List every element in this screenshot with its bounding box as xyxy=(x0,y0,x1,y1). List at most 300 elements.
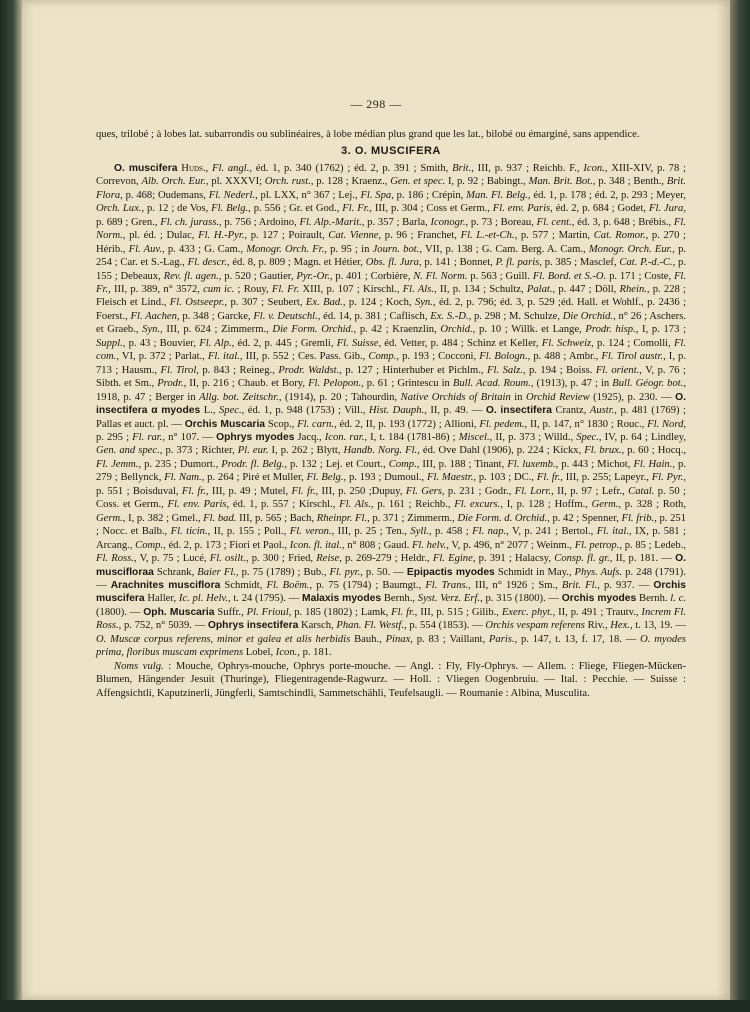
text-run: , p. 193 ; Cocconi, xyxy=(396,351,480,363)
text-run: , V, p. 241 ; Bertol., xyxy=(506,526,597,538)
text-run: , p. 269-279 ; Heldr., xyxy=(339,553,433,565)
text-run: , éd. Ove Dahl (1906), p. 224 ; Kickx, xyxy=(417,445,585,457)
italic-reference: Prodr. hisp. xyxy=(585,324,636,336)
text-run: , p. 10 ; Willk. et Lange, xyxy=(472,324,586,336)
text-run: , éd. Vetter, p. 484 ; Schinz et Keller, xyxy=(378,337,542,349)
italic-reference: Phys. Aufs. xyxy=(574,566,623,578)
italic-reference: cum ic. xyxy=(203,283,235,295)
text-run: , p. 385 ; Masclef, xyxy=(539,257,620,269)
text-run: , III, p. 250 ;Dupuy, xyxy=(315,485,406,497)
text-run: , II, p. 134 ; Schultz, xyxy=(433,283,527,295)
italic-reference: Hist. Dauph. xyxy=(368,405,425,417)
text-run: ; Rouy, xyxy=(234,283,272,295)
italic-reference: Rhein. xyxy=(619,283,647,295)
text-run: , éd. 1, p. 178 ; éd. 2, p. 293 ; Meyer, xyxy=(527,189,686,201)
synonymy-paragraph xyxy=(96,162,686,660)
text-run: , (1913), p. 47 ; in xyxy=(530,378,613,390)
italic-reference: Syst. Verz. Erf. xyxy=(417,593,481,605)
italic-reference: Fl. petrop. xyxy=(574,539,620,551)
italic-reference: Fl. rar. xyxy=(132,431,163,443)
text-run: , éd. 14, p. 381 ; Caflisch, xyxy=(317,310,431,322)
text-run: , p. 307 ; Seubert, xyxy=(224,297,306,309)
text-run: Haller, xyxy=(144,593,179,605)
italic-reference: Fl. Norm. xyxy=(96,216,686,242)
italic-reference: Syn. xyxy=(142,324,161,336)
italic-reference: Fl. descr. xyxy=(187,257,227,269)
text-run: , I, t. 184 (1781-86) ; xyxy=(364,431,459,443)
text-run: Schmidt, xyxy=(220,579,267,591)
italic-reference: Fl. L.-et-Ch. xyxy=(460,230,515,242)
taxon-name: O. insectifera α myodes xyxy=(96,391,686,417)
text-run: , éd. 2, p. 445 ; Gremli, xyxy=(231,337,337,349)
italic-reference: Fl. Nord xyxy=(647,418,684,430)
text-run: : Mouche, Ophrys-mouche, Ophrys porte-mouche. — Angl. : Fly, Fly-Ophrys. — Allem. : Fliege, Fliegen-Mücken-Blumen, Hängender Jesuit (Thuringe), Fliegentragende-Ragwurz. — Holl. : Vliegen Oogenbruiu. — Ital. : Pecchie. — Suisse : Affengsichtli, Kaputzinerli, Jüngferli, Samtschindli, Sammetschähli, Teufelsaugli. — Roumanie : Albina, Musculita. xyxy=(96,660,686,699)
italic-reference: Fl. Aachen xyxy=(130,310,177,322)
text-run: , p. 443 ; Michot, xyxy=(555,458,634,470)
text-run: , p. 756 ; Ardoino, xyxy=(218,216,300,228)
text-run: , p. 391 ; Halacsy, xyxy=(472,553,555,565)
text-run: , p. 348 ; Benth., xyxy=(592,176,667,188)
italic-reference: Suppl. xyxy=(96,337,123,349)
text-run: , p. 433 ; G. Cam., xyxy=(162,243,247,255)
italic-reference: Baier Fl. xyxy=(197,566,236,578)
taxon-name: Ophrys insectifera xyxy=(207,620,299,632)
italic-reference: Ex. Bad. xyxy=(305,297,343,309)
text-run: , p. 937. — xyxy=(597,579,654,591)
text-run: p. 248 (1791). — xyxy=(96,566,686,591)
italic-reference: Fl. veron. xyxy=(289,526,332,538)
italic-reference: Man. Fl. Belg. xyxy=(466,189,528,201)
text-run: L., xyxy=(200,405,219,417)
text-run: , p. 61 ; Grintescu in xyxy=(361,378,453,390)
italic-reference: Rheinpr. Fl. xyxy=(316,512,368,524)
italic-reference: Fl. Gers xyxy=(405,485,442,497)
italic-reference: Pl. Frioul xyxy=(246,606,289,618)
italic-reference: Bull. Acad. Roum. xyxy=(452,378,531,390)
italic-reference: Fl. Belg. xyxy=(211,203,249,215)
italic-reference: Pinax xyxy=(385,633,411,645)
text-run: , V, p. 75 ; Lucé, xyxy=(133,553,210,565)
italic-reference: Fl. fr. xyxy=(291,485,316,497)
text-run: , I, p. 713 ; Hausm., xyxy=(96,351,687,376)
text-run: , p. 96 ; Franchet, xyxy=(378,230,461,242)
text-run: , p. 141 ; Bonnet, xyxy=(418,257,496,269)
italic-reference: Fl. pyr. xyxy=(329,566,361,578)
italic-reference: Prodr. xyxy=(157,378,184,390)
text-run: , éd. 2, p. 796; éd. 3, p. 529 ;éd. Hall. et Wohlf., p. 2436 ; Foerst., xyxy=(96,297,687,322)
text-run: , p. 147, t. 13, f. 17, 18. — xyxy=(514,633,641,645)
text-run: , 1918, p. 47 ; Berger in xyxy=(96,378,687,403)
italic-reference: Hex. xyxy=(610,620,630,632)
italic-reference: Comp. xyxy=(135,539,164,551)
taxon-name: O. insectifera xyxy=(485,405,552,417)
italic-reference: Fl. fr. xyxy=(391,606,415,618)
text-run: , pl. LXX, n° 367 ; Lej., xyxy=(255,189,361,201)
italic-reference: Native Orchids of Britain xyxy=(400,391,511,403)
taxon-name: Orchis Muscaria xyxy=(184,418,266,430)
text-run: , p. 401 ; Corbière, xyxy=(329,270,414,282)
text-run: , p. 279 ; Bellynck, xyxy=(96,458,686,484)
italic-reference: Fl. Tirol austr. xyxy=(601,351,664,363)
text-run: , p. 12 ; de Vos, xyxy=(141,203,212,215)
italic-reference: Monogr. Orch. Fr. xyxy=(246,243,325,255)
taxon-name: Orchis myodes xyxy=(561,593,637,605)
italic-reference: Fl. cent. xyxy=(536,216,572,228)
text-run: , II, p. 97 ; Lefr., xyxy=(551,485,629,497)
text-run: , p. 231 ; Godr., xyxy=(441,485,515,497)
text-run: , III, n° 1926 ; Sm., xyxy=(468,579,562,591)
italic-reference: Catal. xyxy=(628,485,655,497)
italic-reference: Fl. Pyr. xyxy=(651,472,684,484)
italic-reference: Icon. xyxy=(275,647,298,659)
italic-reference: Paris. xyxy=(488,633,515,645)
text-run: , pl. XXXVI; xyxy=(205,176,265,188)
italic-reference: Fl. Tirol xyxy=(160,364,197,376)
text-run: , VI, p. 372 ; Parlat., xyxy=(116,351,208,363)
italic-reference: Iconogr. xyxy=(430,216,466,228)
italic-reference: Germ. xyxy=(591,499,619,511)
italic-reference: Fl. Bord. et S.-O. xyxy=(532,270,607,282)
text-run: , p. 43 ; Bouvier, xyxy=(122,337,200,349)
text-run: , pl. éd. ; Dulac, xyxy=(122,230,199,242)
text-run: , II, p. 49. — xyxy=(424,405,486,417)
italic-reference: Icon. xyxy=(583,162,605,174)
text-run: , éd. 1, p. 557 ; Kirschl., xyxy=(226,499,340,511)
italic-reference: Fl. Als. xyxy=(339,499,371,511)
italic-reference: Exerc. phyt. xyxy=(501,606,553,618)
italic-reference: Orchid Review xyxy=(525,391,590,403)
text-run: , III, p. 25 ; Ten., xyxy=(331,526,411,538)
text-run: , p. 295 ; xyxy=(96,418,687,443)
text-run: , p. 194 ; Boiss. xyxy=(522,364,596,376)
italic-reference: P. fl. paris xyxy=(495,257,540,269)
text-run: , p. 161 ; Reichb., xyxy=(370,499,455,511)
italic-reference: Miscel. xyxy=(458,431,490,443)
text-run: , p. 124 ; Comolli, xyxy=(591,337,674,349)
text-run: , p. 75 (1789) ; Bub., xyxy=(235,566,330,578)
text-run: p. 171 ; Coste, xyxy=(606,270,674,282)
text-run: , éd. 1, p. 948 (1753) ; Vill., xyxy=(241,405,369,417)
italic-reference: Fl. Alp.-Marit. xyxy=(299,216,362,228)
italic-reference: Fl. Schweiz xyxy=(541,337,592,349)
italic-reference: Consp. fl. gr. xyxy=(554,553,610,565)
taxon-name: Orchis muscifera xyxy=(96,579,687,605)
book-bottom-edge xyxy=(0,1000,750,1012)
italic-reference: Allg. bot. Zeitschr. xyxy=(199,391,279,403)
italic-reference: Fl. Alp. xyxy=(199,337,232,349)
italic-reference: Fl. env. Paris xyxy=(492,203,551,215)
italic-reference: Prodr. fl. Belg. xyxy=(221,458,285,470)
text-run: , II, p. 155 ; Poll., xyxy=(207,526,290,538)
text-run: Bauh., xyxy=(350,633,386,645)
italic-reference: Brit. Flora xyxy=(96,176,686,201)
text-run: , p. 300 ; Fried, xyxy=(245,553,317,565)
text-run: , p. 348 ; Garcke, xyxy=(176,310,254,322)
italic-reference: Germ. xyxy=(96,512,123,524)
italic-reference: l. c. xyxy=(670,593,686,605)
italic-reference: Gen. et spec. xyxy=(390,176,446,188)
italic-reference: Fl. frib. xyxy=(621,512,655,524)
italic-reference: Fl. Nam. xyxy=(164,472,202,484)
italic-reference: Fl. Ostseepr. xyxy=(169,297,225,309)
italic-reference: Prodr. Waldst. xyxy=(278,364,340,376)
text-run: , p. 468; Oudemans, xyxy=(120,189,209,201)
italic-reference: Fl. Maestr. xyxy=(427,472,474,484)
text-run: , IX, p. 581 ; Arcang., xyxy=(96,526,686,551)
italic-reference: Fl. Spa xyxy=(360,189,392,201)
text-run: , p. 556 ; Gr. et God., xyxy=(248,203,343,215)
page-number: — 298 — xyxy=(350,97,402,111)
italic-reference: Fl. orient. xyxy=(595,364,640,376)
text-run: , p. 128 ; Kraenz., xyxy=(310,176,391,188)
book-binding-left xyxy=(0,0,22,1012)
text-run: , n° 808 ; Gaud. xyxy=(341,539,412,551)
italic-reference: Fl. Belg. xyxy=(306,472,344,484)
text-run: , I, p. 128 ; Hoffm., xyxy=(500,499,592,511)
italic-reference: Fl. luxemb. xyxy=(507,458,556,470)
vernacular-names-paragraph xyxy=(96,660,686,700)
text-run: , p. 481 (1769) ; Pallas et auct. pl. — xyxy=(96,405,686,430)
italic-reference: Spec. xyxy=(576,431,599,443)
text-run: , p. 181. xyxy=(297,647,332,659)
italic-reference: Increm Fl. Ross. xyxy=(96,606,686,632)
text-run: , p. 186 ; Crépin, xyxy=(391,189,467,201)
text-run: , p. 264 ; Piré et Muller, xyxy=(201,472,307,484)
text-run: , p. 371 ; Zimmerm., xyxy=(367,512,458,524)
italic-reference: Comp. xyxy=(368,351,397,363)
text-run: (1925), p. 230. — xyxy=(589,391,676,403)
text-run: , p. 75 (1794) ; Baumgt., xyxy=(309,579,426,591)
italic-reference: Pyr.-Or. xyxy=(296,270,330,282)
text-run: , II, p. 216 ; Chaub. et Bory, xyxy=(183,378,309,390)
text-run: , p. 83 ; Vaillant, xyxy=(410,633,489,645)
text-run: , t. 24 (1795). — xyxy=(227,593,303,605)
text-run: , p. 843 ; Reineg., xyxy=(196,364,279,376)
italic-reference: Handb. Norg. Fl. xyxy=(343,445,418,457)
text-run: , III, p. 937 ; Reichb. F., xyxy=(471,162,584,174)
text-run: , p. 50. — xyxy=(360,566,407,578)
text-run: , p. 315 (1800). — xyxy=(480,593,562,605)
text-run: , p. 42 ; Spenner, xyxy=(547,512,622,524)
italic-reference: Fl. Fr. xyxy=(342,203,370,215)
italic-reference: Gen. and spec. xyxy=(96,445,160,457)
italic-reference: Spec. xyxy=(218,405,242,417)
lead-paragraph: ques, trilobé ; à lobes lat. subarrondis ou sublinéaires, à lobe médian plus grand que les lat., bilobé ou émarginé, sans appendice. xyxy=(96,129,640,140)
italic-reference: Die Form. Orchid. xyxy=(272,324,354,336)
text-run: , II, p. 147, n° 1830 ; Rouc., xyxy=(524,418,648,430)
italic-reference: Palat. xyxy=(526,283,553,295)
text-run: I, p. 262 ; Blytt, xyxy=(268,445,344,457)
italic-reference: Fl. Fr. xyxy=(271,283,300,295)
text-run: , p. 458 ; xyxy=(428,526,473,538)
text-run: , p. 95 ; in xyxy=(324,243,373,255)
italic-reference: Phan. Fl. Westf. xyxy=(336,620,405,632)
italic-reference: Cat. Romor. xyxy=(593,230,646,242)
text-run: , n° 26 ; Aschers. et Graeb., xyxy=(96,310,686,336)
italic-reference: Orchid. xyxy=(440,324,473,336)
text-run: , éd. 1, p. 340 (1762) ; éd. 2, p. 391 ; Smith, xyxy=(249,162,453,174)
italic-reference: O. Muscæ corpus referens, minor et galea et alis herbidis xyxy=(96,633,351,645)
text-run: Schmidt in May., xyxy=(494,566,575,578)
taxon-name: Ophrys myodes xyxy=(216,431,295,443)
book-binding-right xyxy=(730,0,750,1012)
italic-reference: Fl. Auv. xyxy=(128,243,163,255)
italic-reference: Fl. fr. xyxy=(536,472,561,484)
italic-reference: Fl. helv. xyxy=(411,539,447,551)
text-run: Jacq., xyxy=(294,431,325,443)
italic-reference: Fl. v. Deutschl. xyxy=(253,310,318,322)
italic-reference: Fl. Hain. xyxy=(633,458,673,470)
text-run: , p. 42 ; Kraenzlin, xyxy=(353,324,441,336)
italic-reference: Fl. osilt. xyxy=(209,553,246,565)
italic-reference: Fl. com. xyxy=(96,337,687,363)
text-run: , p. 752, n° 5039. — xyxy=(118,620,208,632)
text-run: , p. 357 ; Barla, xyxy=(361,216,431,228)
italic-reference: Fl. Als. xyxy=(402,283,434,295)
italic-reference: Orchis vespam referens xyxy=(485,620,585,632)
taxon-name: Arachnites musciflora xyxy=(110,579,221,591)
text-run: , éd. 2, p. 684 ; Godet, xyxy=(550,203,649,215)
section-title: 3. O. MUSCIFERA xyxy=(341,145,441,158)
italic-reference: Fl. H.-Pyr. xyxy=(198,230,245,242)
text-run: , p. 228 ; Fleisch et Lind., xyxy=(96,283,686,309)
text-run: , VII, p. 138 ; G. Cam. Berg. A. Cam., xyxy=(419,243,589,255)
text-run: Lobel, xyxy=(243,647,276,659)
italic-reference: Journ. bot. xyxy=(372,243,420,255)
text-run: Riv., xyxy=(584,620,611,632)
italic-reference: Fl. bad. xyxy=(203,512,237,524)
text-run: , p. 373 ; Richter, xyxy=(159,445,238,457)
text-run: , p. 551 ; Boisduval, xyxy=(96,472,686,497)
italic-reference: Fl. Jura xyxy=(648,203,684,215)
italic-reference: Syll. xyxy=(410,526,429,538)
text-run: (1800). — xyxy=(96,606,144,618)
taxon-name: Oph. Muscaria xyxy=(143,606,215,618)
text-run: , p. 103 ; DC., xyxy=(473,472,537,484)
text-run: XIII, p. 107 ; Kirschl., xyxy=(299,283,403,295)
italic-reference: Fl. Ross. xyxy=(96,553,134,565)
text-run: , V, p. 76 ; Sibth. et Sm., xyxy=(96,364,686,390)
italic-reference: Fl. carn. xyxy=(297,418,335,430)
italic-reference: Cat. Vienne xyxy=(328,230,379,242)
italic-reference: Brit. Fl. xyxy=(561,579,598,591)
text-run: , t. 13, 19. — xyxy=(629,620,686,632)
text-run: , III, p. 515 ; Gilib., xyxy=(414,606,502,618)
italic-reference: Fl. nap. xyxy=(472,526,507,538)
text-run: p. 50 ; Coss. et Germ., xyxy=(96,485,686,511)
italic-reference: Icon. fl. ital. xyxy=(289,539,342,551)
italic-reference: Fl. Nederl. xyxy=(208,189,256,201)
italic-reference: Fl. env. Paris xyxy=(167,499,227,511)
taxon-name: O. muscifera xyxy=(114,162,178,174)
italic-reference: Alb. Orch. Eur. xyxy=(141,176,206,188)
italic-reference: Man. Brit. Bot. xyxy=(528,176,593,188)
text-run: , p. 235 ; Dumort., xyxy=(138,458,222,470)
text-run: Crantz, xyxy=(551,405,590,417)
italic-reference: Fl. Salz. xyxy=(487,364,523,376)
italic-reference: Brit. xyxy=(452,162,472,174)
text-run: , p. 185 (1802) ; Lamk, xyxy=(288,606,392,618)
italic-reference: Rev. fl. agen. xyxy=(163,270,219,282)
text-run: , V, p. 496, n° 2077 ; Weinm., xyxy=(446,539,575,551)
italic-reference: Cat. P.-d.-C. xyxy=(619,257,673,269)
italic-reference: Die Orchid. xyxy=(562,310,614,322)
text-run: , XIII-XIV, p. 78 ; Correvon, xyxy=(96,162,686,188)
italic-reference: Pl. eur. xyxy=(237,445,269,457)
text-run: , p. 577 ; Martin, xyxy=(514,230,594,242)
page-content xyxy=(96,128,686,700)
text-run: , p. 132 ; Lej. et Court., xyxy=(284,458,389,470)
text-run: , p. 124 ; Koch, xyxy=(342,297,415,309)
text-run: , III, p. 552 ; Ces. Pass. Gib., xyxy=(239,351,369,363)
text-run: , II, p. 181. — xyxy=(609,553,676,565)
text-run: Scop., xyxy=(265,418,298,430)
text-run: , p. 270 ; Hérib., xyxy=(96,230,686,255)
text-run: , p. 298 ; M. Schulze, xyxy=(468,310,563,322)
text-run: , p. 689 ; Gren., xyxy=(96,203,686,228)
italic-reference: Fl. ital. xyxy=(596,526,629,538)
text-run: , p. 127 ; Hinterhuber et Pichlm., xyxy=(339,364,488,376)
italic-reference: Austr. xyxy=(589,405,615,417)
italic-reference: Fl. Bologn. xyxy=(479,351,528,363)
text-run: Karsch, xyxy=(298,620,337,632)
italic-reference: O. myodes prima, floribus muscam exprimens xyxy=(96,633,687,659)
italic-reference: Ic. pl. Helv. xyxy=(178,593,228,605)
text-run: Huds., xyxy=(177,162,213,174)
italic-reference: Fl. angl. xyxy=(212,162,250,174)
italic-reference: Reise xyxy=(316,553,340,565)
text-run: , p. 251 ; Nocc. et Balb., xyxy=(96,512,686,538)
italic-reference: Fl. ital. xyxy=(207,351,240,363)
text-run: , (1914), p. 20 ; Tahourdin, xyxy=(278,391,401,403)
italic-reference: Monogr. Orch. Eur. xyxy=(588,243,673,255)
italic-reference: Die Form. d. Orchid. xyxy=(457,512,548,524)
italic-reference: Bull. Géogr. bot. xyxy=(612,378,684,390)
text-run: , p. 554 (1853). — xyxy=(404,620,486,632)
text-run: , III, p. 304 ; Coss et Germ., xyxy=(369,203,493,215)
text-run: , III, p. 255; Lapeyr., xyxy=(560,472,652,484)
text-run: in xyxy=(510,391,526,403)
text-run: , p. 520 ; Gautier, xyxy=(218,270,297,282)
italic-reference: Noms vulg. xyxy=(114,660,164,672)
text-run: , IV, p. 64 ; Lindley, xyxy=(598,431,686,443)
text-run: , éd. 3, p. 648 ; Brébis., xyxy=(571,216,674,228)
text-run: , p. 488 ; Ambr., xyxy=(527,351,602,363)
text-run: , II, p. 373 ; Willd., xyxy=(489,431,577,443)
taxon-name: Malaxis myodes xyxy=(302,593,382,605)
taxon-name: Epipactis myodes xyxy=(406,566,495,578)
text-run: , III, p. 389, n° 3572, xyxy=(108,283,204,295)
italic-reference: Fl. ticin. xyxy=(170,526,208,538)
italic-reference: Fl. Egine xyxy=(432,553,473,565)
text-run: I, p. 92 ; Babingt., xyxy=(445,176,529,188)
italic-reference: Orch. Lux. xyxy=(96,203,142,215)
italic-reference: Obs. fl. Jura xyxy=(365,257,419,269)
text-run: , n° 107. — xyxy=(162,431,217,443)
text-run: , p. 193 ; Dumoul., xyxy=(343,472,427,484)
text-run: , éd. 8, p. 809 ; Magn. et Hétier, xyxy=(226,257,366,269)
italic-reference: Fl. Suisse xyxy=(336,337,379,349)
text-run: Bernh., xyxy=(381,593,418,605)
text-run: p. 563 ; Guill. xyxy=(467,270,533,282)
taxon-name: O. muscifloraa xyxy=(96,553,687,578)
italic-reference: Syn. xyxy=(414,297,433,309)
text-run: , éd. 2, II, p. 193 (1772) ; Allioni, xyxy=(334,418,480,430)
text-run: , p. 254 ; Car. et S.-Lag., xyxy=(96,243,687,269)
italic-reference: Fl. Fr. xyxy=(96,270,687,295)
text-run: , p. 85 ; Ledeb., xyxy=(619,539,687,551)
text-run: , p. 60 ; Hocq., xyxy=(621,445,686,457)
